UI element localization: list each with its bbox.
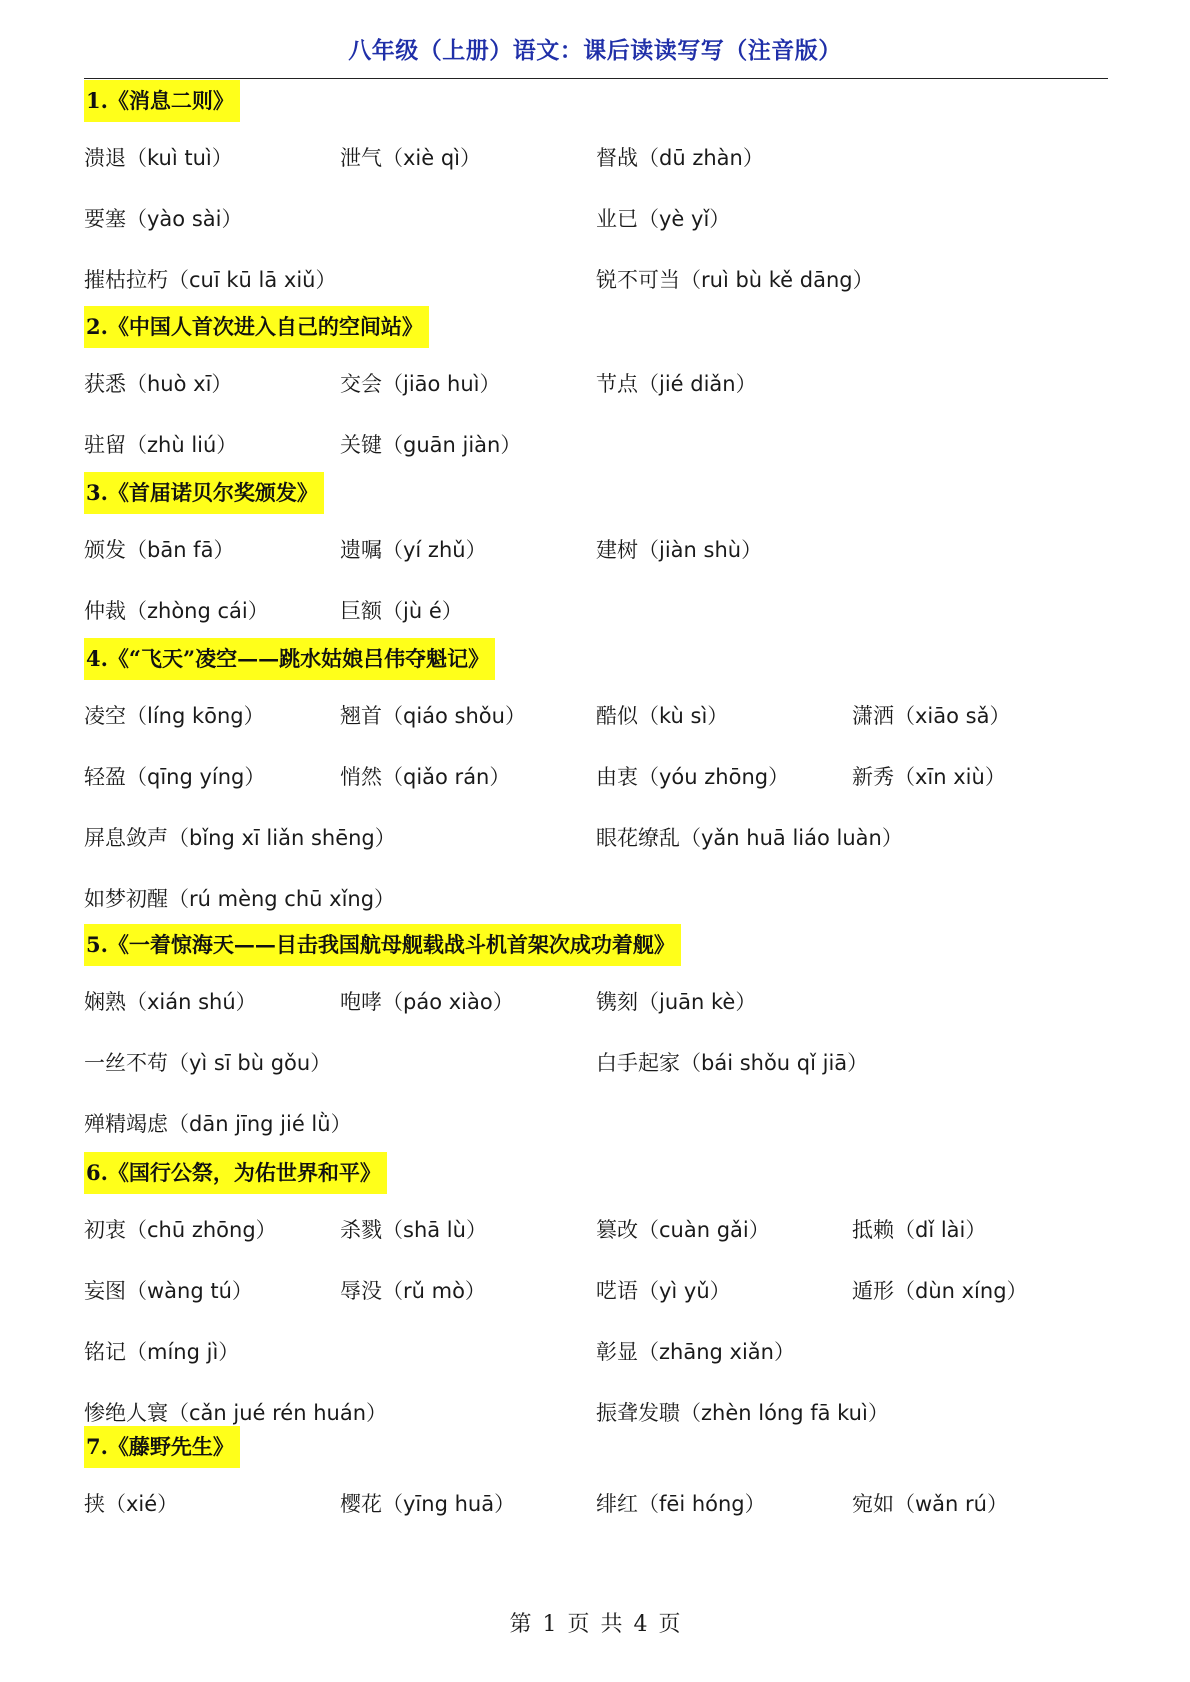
page-title: 八年级（上册）语文：课后读读写写（注音版） bbox=[348, 37, 842, 64]
vocab-entry: 绯红（fēi hóng） bbox=[596, 1492, 766, 1516]
section-heading: 1.《消息二则》 bbox=[84, 80, 240, 122]
vocab-entry: 颁发（bān fā） bbox=[84, 538, 235, 562]
vocab-entry: 巨额（jù é） bbox=[340, 599, 463, 623]
vocab-entry: 获悉（huò xī） bbox=[84, 372, 233, 396]
vocab-entry: 悄然（qiǎo rán） bbox=[340, 765, 511, 789]
vocab-entry: 驻留（zhù liú） bbox=[84, 433, 238, 457]
section-heading: 5.《一着惊海天——目击我国航母舰载战斗机首架次成功着舰》 bbox=[84, 924, 681, 966]
vocab-entry: 如梦初醒（rú mèng chū xǐng） bbox=[84, 887, 396, 911]
section-heading: 3.《首届诺贝尔奖颁发》 bbox=[84, 472, 324, 514]
vocab-entry: 篡改（cuàn gǎi） bbox=[596, 1218, 770, 1242]
vocab-entry: 交会（jiāo huì） bbox=[340, 372, 501, 396]
vocab-entry: 呓语（yì yǔ） bbox=[596, 1279, 731, 1303]
vocab-entry: 遁形（dùn xíng） bbox=[852, 1279, 1028, 1303]
vocab-entry: 要塞（yào sài） bbox=[84, 207, 243, 231]
vocab-entry: 溃退（kuì tuì） bbox=[84, 146, 233, 170]
vocab-entry: 遗嘱（yí zhǔ） bbox=[340, 538, 487, 562]
section-heading: 6.《国行公祭，为佑世界和平》 bbox=[84, 1152, 387, 1194]
vocab-entry: 辱没（rǔ mò） bbox=[340, 1279, 486, 1303]
vocab-entry: 彰显（zhāng xiǎn） bbox=[596, 1340, 795, 1364]
vocab-entry: 妄图（wàng tú） bbox=[84, 1279, 253, 1303]
vocab-entry: 挟（xié） bbox=[84, 1492, 179, 1516]
vocab-entry: 铭记（míng jì） bbox=[84, 1340, 240, 1364]
vocab-entry: 宛如（wǎn rú） bbox=[852, 1492, 1008, 1516]
vocab-entry: 镌刻（juān kè） bbox=[596, 990, 757, 1014]
vocab-entry: 屏息敛声（bǐng xī liǎn shēng） bbox=[84, 826, 396, 850]
vocab-entry: 振聋发聩（zhèn lóng fā kuì） bbox=[596, 1401, 889, 1425]
vocab-entry: 酷似（kù sì） bbox=[596, 704, 729, 728]
vocab-entry: 摧枯拉朽（cuī kū lā xiǔ） bbox=[84, 268, 337, 292]
vocab-entry: 一丝不苟（yì sī bù gǒu） bbox=[84, 1051, 332, 1075]
page-footer: 第 1 页 共 4 页 bbox=[509, 1612, 681, 1637]
vocab-entry: 泄气（xiè qì） bbox=[340, 146, 482, 170]
vocab-entry: 翘首（qiáo shǒu） bbox=[340, 704, 526, 728]
vocab-entry: 咆哮（páo xiào） bbox=[340, 990, 514, 1014]
vocab-entry: 抵赖（dǐ lài） bbox=[852, 1218, 987, 1242]
section-heading: 2.《中国人首次进入自己的空间站》 bbox=[84, 306, 429, 348]
vocab-entry: 建树（jiàn shù） bbox=[596, 538, 763, 562]
vocab-entry: 娴熟（xián shú） bbox=[84, 990, 257, 1014]
vocab-entry: 轻盈（qīng yíng） bbox=[84, 765, 266, 789]
vocab-entry: 督战（dū zhàn） bbox=[596, 146, 764, 170]
vocab-entry: 杀戮（shā lù） bbox=[340, 1218, 487, 1242]
vocab-entry: 节点（jié diǎn） bbox=[596, 372, 757, 396]
section-heading: 4.《“飞天”凌空——跳水姑娘吕伟夺魁记》 bbox=[84, 638, 495, 680]
vocab-entry: 潇洒（xiāo sǎ） bbox=[852, 704, 1011, 728]
vocab-entry: 由衷（yóu zhōng） bbox=[596, 765, 790, 789]
vocab-entry: 初衷（chū zhōng） bbox=[84, 1218, 277, 1242]
vocab-entry: 眼花缭乱（yǎn huā liáo luàn） bbox=[596, 826, 903, 850]
vocab-entry: 业已（yè yǐ） bbox=[596, 207, 731, 231]
vocab-entry: 仲裁（zhòng cái） bbox=[84, 599, 269, 623]
vocab-entry: 樱花（yīng huā） bbox=[340, 1492, 516, 1516]
vocab-entry: 白手起家（bái shǒu qǐ jiā） bbox=[596, 1051, 869, 1075]
vocab-entry: 新秀（xīn xiù） bbox=[852, 765, 1006, 789]
vocab-entry: 惨绝人寰（cǎn jué rén huán） bbox=[84, 1401, 388, 1425]
vocab-entry: 关键（guān jiàn） bbox=[340, 433, 522, 457]
vocab-entry: 凌空（líng kōng） bbox=[84, 704, 265, 728]
section-heading: 7.《藤野先生》 bbox=[84, 1426, 240, 1468]
vocab-entry: 锐不可当（ruì bù kě dāng） bbox=[596, 268, 874, 292]
vocab-entry: 殚精竭虑（dān jīng jié lǜ） bbox=[84, 1112, 352, 1136]
